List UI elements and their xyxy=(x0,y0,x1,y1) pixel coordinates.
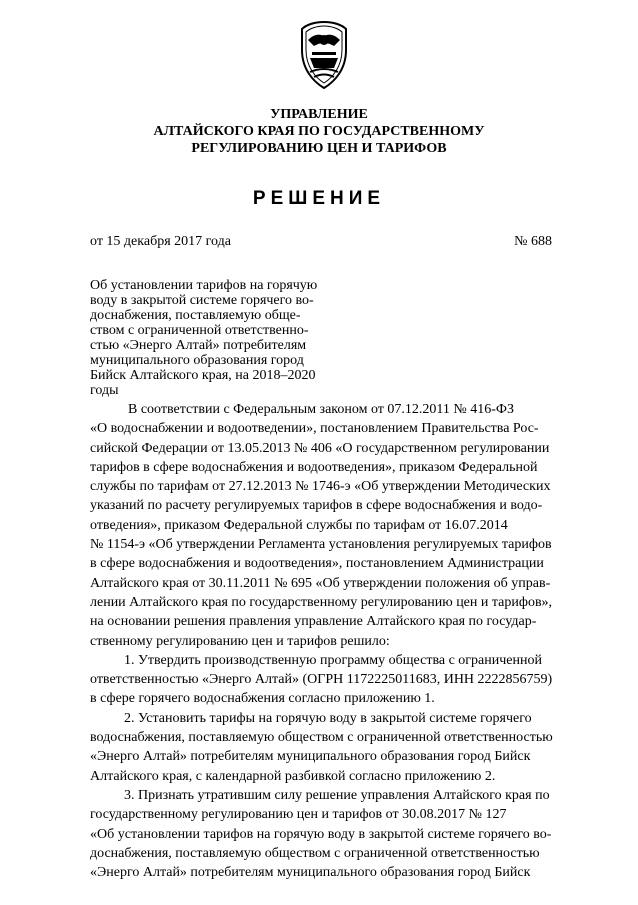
body-line: тарифов в сфере водоснабжения и водоотведения», приказом Федеральной xyxy=(90,459,538,475)
org-line: УПРАВЛЕНИЕ xyxy=(270,107,368,122)
body-line: лении Алтайского края по государственному регулированию цен и тарифов», xyxy=(90,594,553,610)
document-title: РЕШЕНИЕ xyxy=(252,188,386,209)
body-line: доснабжения, поставляемую обществом с ограниченной ответственностью xyxy=(90,845,540,861)
body-line: «Энерго Алтай» потребителям муниципального образования город Бийск xyxy=(90,749,531,765)
body-line: водоснабжения, поставляемую обществом с ограниченной ответственностью xyxy=(90,730,553,746)
altai-coat-of-arms-icon xyxy=(294,20,354,90)
subject-line: стью «Энерго Алтай» потребителям xyxy=(90,338,307,353)
body-line: ственному регулированию цен и тарифов решило: xyxy=(90,633,390,649)
body-line: на основании решения правления управление Алтайского края по государ- xyxy=(90,614,537,630)
body-line: Алтайского края от 30.11.2011 № 695 «Об утверждении положения об управ- xyxy=(90,575,551,591)
body-line: службы по тарифам от 27.12.2013 № 1746-э «Об утверждении Методических xyxy=(90,479,551,495)
subject-line: ством с ограниченной ответственно- xyxy=(90,323,309,338)
document-date: от 15 декабря 2017 года xyxy=(90,234,231,249)
subject-line: муниципального образования город xyxy=(90,353,304,368)
body-line: «Энерго Алтай» потребителям муниципального образования город Бийск xyxy=(90,865,531,881)
subject-line: Об установлении тарифов на горячую xyxy=(90,278,318,293)
body-line: государственному регулированию цен и тарифов от 30.08.2017 № 127 xyxy=(90,807,507,823)
body-line: в сфере горячего водоснабжения согласно приложению 1. xyxy=(90,691,435,707)
body-line: сийской Федерации от 13.05.2013 № 406 «О государственном регулировании xyxy=(90,440,550,456)
body-line: 3. Признать утратившим силу решение управления Алтайского края по xyxy=(124,787,550,803)
document-body xyxy=(90,400,590,882)
organization-name xyxy=(0,106,638,157)
subject-line: Бийск Алтайского края, на 2018–2020 xyxy=(90,368,316,383)
org-line: РЕГУЛИРОВАНИЮ ЦЕН И ТАРИФОВ xyxy=(191,141,447,156)
body-line: В соответствии с Федеральным законом от 07.12.2011 № 416-ФЗ xyxy=(128,402,514,417)
org-line: АЛТАЙСКОГО КРАЯ ПО ГОСУДАРСТВЕННОМУ xyxy=(153,124,485,139)
body-line: в сфере водоснабжения и водоотведения», постановлением Администрации xyxy=(90,556,544,572)
body-line: Алтайского края, с календарной разбивкой согласно приложению 2. xyxy=(90,768,496,784)
document-number: № 688 xyxy=(514,234,552,249)
body-line: «Об установлении тарифов на горячую воду в закрытой системе горячего во- xyxy=(90,826,552,842)
document-subject xyxy=(90,278,348,398)
body-line: 2. Установить тарифы на горячую воду в закрытой системе горячего xyxy=(124,710,532,726)
body-line: ответственностью «Энерго Алтай» (ОГРН 1172225011683, ИНН 2222856759) xyxy=(90,672,553,688)
body-line: указаний по расчету регулируемых тарифов в сфере водоснабжения и водо- xyxy=(90,498,543,514)
body-line: «О водоснабжении и водоотведении», постановлением Правительства Рос- xyxy=(90,421,539,437)
body-line: отведения», приказом Федеральной службы по тарифам от 16.07.2014 xyxy=(90,517,508,533)
body-line: № 1154-э «Об утверждении Регламента установления регулируемых тарифов xyxy=(90,537,552,553)
subject-line: воду в закрытой системе горячего во- xyxy=(90,293,314,308)
body-line: 1. Утвердить производственную программу общества с ограниченной xyxy=(124,652,542,668)
subject-line: доснабжения, поставляемую обще- xyxy=(90,308,301,323)
subject-line: годы xyxy=(90,383,119,398)
